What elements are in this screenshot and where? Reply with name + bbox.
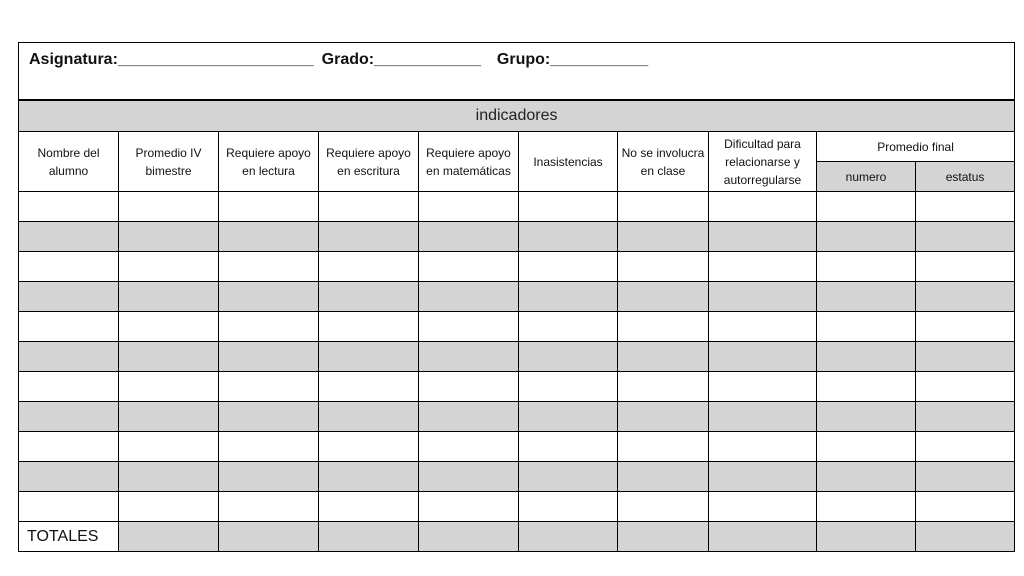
table-cell[interactable] — [817, 312, 916, 342]
student-indicator-sheet — [18, 42, 1014, 552]
table-cell[interactable] — [419, 372, 519, 402]
table-cell[interactable] — [519, 372, 618, 402]
table-cell[interactable] — [19, 282, 119, 312]
table-cell[interactable] — [709, 222, 817, 252]
table-cell[interactable] — [519, 192, 618, 222]
col-header-lectura: Requiere apoyo en lectura — [219, 132, 319, 192]
table-cell[interactable] — [618, 192, 709, 222]
table-cell[interactable] — [916, 312, 1015, 342]
table-cell[interactable] — [419, 252, 519, 282]
grupo-field[interactable]: Grupo:___________ — [496, 51, 649, 68]
totals-cell[interactable] — [916, 522, 1015, 552]
table-cell[interactable] — [709, 342, 817, 372]
table-cell[interactable] — [709, 252, 817, 282]
table-cell[interactable] — [119, 192, 219, 222]
totals-cell[interactable] — [119, 522, 219, 552]
table-cell[interactable] — [119, 372, 219, 402]
table-cell[interactable] — [916, 372, 1015, 402]
table-row — [19, 402, 1015, 432]
table-cell[interactable] — [817, 492, 916, 522]
table-cell[interactable] — [709, 402, 817, 432]
totals-label: TOTALES — [19, 522, 119, 552]
table-cell[interactable] — [519, 252, 618, 282]
table-cell[interactable] — [319, 312, 419, 342]
table-row — [19, 192, 1015, 222]
table-cell[interactable] — [519, 222, 618, 252]
grado-field[interactable]: Grado:____________ — [321, 51, 481, 68]
table-row — [19, 462, 1015, 492]
indicators-band: indicadores — [19, 100, 1015, 132]
table-row — [19, 492, 1015, 522]
title-row — [19, 43, 1015, 101]
table-cell[interactable] — [219, 282, 319, 312]
table-cell[interactable] — [916, 462, 1015, 492]
table-cell[interactable] — [119, 312, 219, 342]
table-cell[interactable] — [19, 462, 119, 492]
table-cell[interactable] — [219, 342, 319, 372]
table-cell[interactable] — [618, 282, 709, 312]
table-cell[interactable] — [618, 222, 709, 252]
table-cell[interactable] — [419, 312, 519, 342]
table-cell[interactable] — [618, 342, 709, 372]
table-cell[interactable] — [19, 252, 119, 282]
col-header-inasistencias: Inasistencias — [519, 132, 618, 192]
table-cell[interactable] — [419, 402, 519, 432]
table-cell[interactable] — [19, 342, 119, 372]
table-cell[interactable] — [419, 342, 519, 372]
table-cell[interactable] — [319, 222, 419, 252]
asignatura-field[interactable]: Asignatura:______________________ — [29, 51, 314, 68]
totals-cell[interactable] — [817, 522, 916, 552]
table-row — [19, 222, 1015, 252]
table-cell[interactable] — [419, 462, 519, 492]
totals-cell[interactable] — [709, 522, 817, 552]
table-cell[interactable] — [519, 462, 618, 492]
table-cell[interactable] — [319, 192, 419, 222]
table-cell[interactable] — [618, 312, 709, 342]
table-cell[interactable] — [618, 432, 709, 462]
table-cell[interactable] — [219, 372, 319, 402]
table-row — [19, 252, 1015, 282]
indicators-band-row — [19, 100, 1015, 132]
table-cell[interactable] — [916, 222, 1015, 252]
table-row — [19, 342, 1015, 372]
table-cell[interactable] — [519, 402, 618, 432]
table-cell[interactable] — [916, 432, 1015, 462]
table-cell[interactable] — [219, 192, 319, 222]
table-cell[interactable] — [319, 252, 419, 282]
table-cell[interactable] — [319, 372, 419, 402]
table-cell[interactable] — [219, 402, 319, 432]
table-cell[interactable] — [319, 402, 419, 432]
totals-cell[interactable] — [419, 522, 519, 552]
col-header-promedio-iv: Promedio IV bimestre — [119, 132, 219, 192]
totals-cell[interactable] — [219, 522, 319, 552]
table-cell[interactable] — [709, 432, 817, 462]
table-cell[interactable] — [219, 222, 319, 252]
table-cell[interactable] — [219, 492, 319, 522]
table-cell[interactable] — [916, 342, 1015, 372]
totals-cell[interactable] — [519, 522, 618, 552]
table-cell[interactable] — [419, 192, 519, 222]
table-cell[interactable] — [519, 432, 618, 462]
indicator-table — [18, 42, 1015, 552]
table-cell[interactable] — [916, 192, 1015, 222]
table-cell[interactable] — [618, 402, 709, 432]
table-cell[interactable] — [817, 282, 916, 312]
table-cell[interactable] — [618, 462, 709, 492]
totals-row — [19, 522, 1015, 552]
title-cell — [19, 43, 1015, 101]
table-cell[interactable] — [419, 282, 519, 312]
table-row — [19, 282, 1015, 312]
table-cell[interactable] — [709, 372, 817, 402]
table-cell[interactable] — [916, 282, 1015, 312]
table-cell[interactable] — [119, 252, 219, 282]
table-cell[interactable] — [709, 282, 817, 312]
table-cell[interactable] — [817, 432, 916, 462]
table-row — [19, 432, 1015, 462]
table-cell[interactable] — [709, 492, 817, 522]
table-cell[interactable] — [119, 282, 219, 312]
col-header-nombre: Nombre del alumno — [19, 132, 119, 192]
table-cell[interactable] — [519, 492, 618, 522]
col-header-estatus: estatus — [916, 162, 1015, 192]
table-cell[interactable] — [219, 432, 319, 462]
table-cell[interactable] — [709, 192, 817, 222]
table-cell[interactable] — [119, 462, 219, 492]
table-cell[interactable] — [519, 312, 618, 342]
table-cell[interactable] — [219, 252, 319, 282]
col-header-escritura: Requiere apoyo en escritura — [319, 132, 419, 192]
table-cell[interactable] — [817, 372, 916, 402]
table-cell[interactable] — [19, 432, 119, 462]
table-cell[interactable] — [319, 492, 419, 522]
header-row — [19, 132, 1015, 162]
totals-cell[interactable] — [618, 522, 709, 552]
totals-cell[interactable] — [319, 522, 419, 552]
table-cell[interactable] — [19, 372, 119, 402]
table-cell[interactable] — [419, 492, 519, 522]
table-cell[interactable] — [419, 222, 519, 252]
col-header-numero: numero — [817, 162, 916, 192]
table-cell[interactable] — [219, 312, 319, 342]
table-cell[interactable] — [119, 342, 219, 372]
table-cell[interactable] — [119, 492, 219, 522]
table-cell[interactable] — [519, 342, 618, 372]
table-row — [19, 312, 1015, 342]
col-header-matematicas: Requiere apoyo en matemáticas — [419, 132, 519, 192]
table-row — [19, 372, 1015, 402]
table-cell[interactable] — [916, 252, 1015, 282]
col-header-dificultad: Dificultad para relacionarse y autorregularse — [709, 132, 817, 192]
table-cell[interactable] — [219, 462, 319, 492]
table-cell[interactable] — [817, 192, 916, 222]
table-cell[interactable] — [19, 402, 119, 432]
table-cell[interactable] — [19, 312, 119, 342]
table-cell[interactable] — [709, 462, 817, 492]
table-cell[interactable] — [817, 222, 916, 252]
table-cell[interactable] — [319, 342, 419, 372]
table-cell[interactable] — [618, 372, 709, 402]
table-cell[interactable] — [119, 402, 219, 432]
table-cell[interactable] — [817, 402, 916, 432]
table-cell[interactable] — [319, 462, 419, 492]
table-cell[interactable] — [319, 282, 419, 312]
table-cell[interactable] — [618, 252, 709, 282]
table-cell[interactable] — [119, 222, 219, 252]
table-cell[interactable] — [319, 432, 419, 462]
table-cell[interactable] — [817, 462, 916, 492]
table-cell[interactable] — [419, 432, 519, 462]
table-cell[interactable] — [19, 222, 119, 252]
table-cell[interactable] — [916, 402, 1015, 432]
table-cell[interactable] — [519, 282, 618, 312]
table-cell[interactable] — [119, 432, 219, 462]
table-cell[interactable] — [19, 492, 119, 522]
table-cell[interactable] — [618, 492, 709, 522]
table-cell[interactable] — [817, 252, 916, 282]
col-header-no-involucra: No se involucra en clase — [618, 132, 709, 192]
col-header-promedio-final: Promedio final — [817, 132, 1015, 162]
table-cell[interactable] — [709, 312, 817, 342]
table-cell[interactable] — [916, 492, 1015, 522]
table-cell[interactable] — [19, 192, 119, 222]
table-cell[interactable] — [817, 342, 916, 372]
